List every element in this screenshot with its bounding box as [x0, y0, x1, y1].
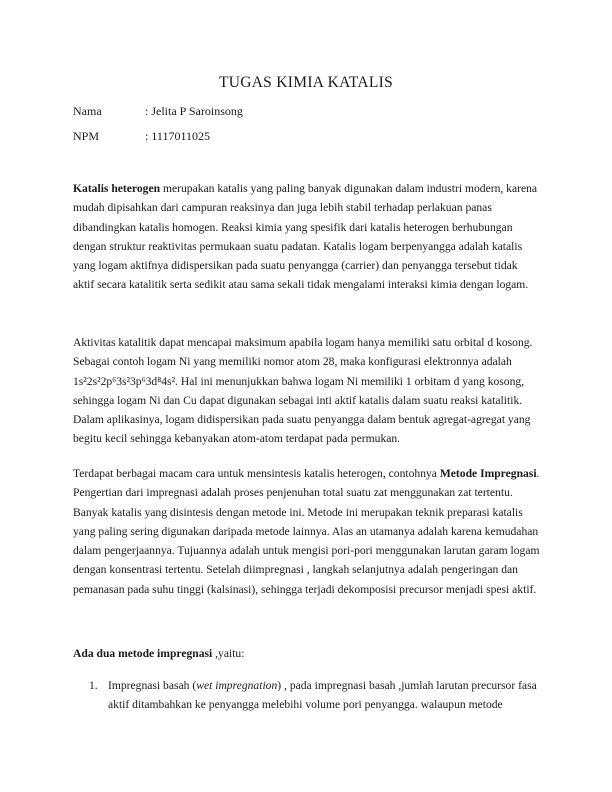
- paragraph-2-text-b: . Hal ini menunjukkan bahwa logam Ni memiliki 1 orbitam d yang kosong, sehingga logam Ni dan Cu dapat digunakan sebagai inti aktif katalis dalam suatu reaksi katalitik. Dalam aplikasinya, logam didispersikan pada suatu penyangga dalam bentuk agregat-agregat yang begitu kecil sehingga kebanyakan atom-atom terdapat pada permukan.: [73, 374, 531, 446]
- paragraph-1: [73, 179, 541, 295]
- paragraph-2-text-a: Aktivitas katalitik dapat mencapai maksimum apabila logam hanya memiliki satu orbital d kosong. Sebagai contoh logam Ni yang memiliki nomor atom 28, maka konfigurasi elektronnya adalah: [73, 336, 533, 369]
- paragraph-4-bold: Ada dua metode impregnasi: [73, 647, 213, 660]
- list-item-number: 1.: [89, 679, 98, 692]
- npm-value: : 1117011025: [145, 129, 210, 143]
- paragraph-4-text: ,yaitu:: [212, 647, 245, 660]
- paragraph-3-text-b: . Pengertian dari impregnasi adalah proses penjenuhan total suatu zat menggunakan zat tertentu. Banyak katalis yang disintesis dengan metode ini. Metode ini merupakan teknik preparasi katalis yang paling sering digunakan daripada metode lainnya. Alas an utamanya adalah karena kemudahan dalam pengerjaannya. Tujuannya adalah untuk mengisi pori-pori menggunakan larutan garam logam dengan konsentrasi tertentu. Setelah diimpregnasi , langkah selanjutnya adalah pengeringan dan pemanasan pada suhu tinggi (kalsinasi), sehingga terjadi dekomposisi precursor menjadi spesi aktif.: [73, 467, 540, 596]
- electron-configuration: 1s²2s²2p⁶3s²3p⁶3d⁸4s²: [73, 374, 176, 388]
- npm-row: [73, 129, 210, 144]
- list-item: [73, 676, 541, 715]
- npm-label: NPM: [73, 129, 100, 143]
- paragraph-1-text: merupakan katalis yang paling banyak digunakan dalam industri modern, karena mudah dipisahkan dari campuran reaksinya dan juga lebih stabil terhadap perlakuan panas dibandingkan katalis homogen. Reaksi kimia yang spesifik dari katalis heterogen berhubungan dengan struktur reaktivitas permukaan suatu padatan. Katalis logam berpenyangga adalah katalis yang logam aktifnya didispersikan pada suatu penyangga (carrier) dan penyangga tersebut tidak aktif secara katalitik serta sedikit atau sama sekali tidak mengalami interaksi kimia dengan logam.: [73, 182, 538, 292]
- list-item-text-a: Impregnasi basah (: [108, 679, 197, 692]
- paragraph-2: [73, 333, 541, 449]
- paragraph-3: [73, 464, 541, 599]
- paragraph-4: [73, 644, 541, 663]
- list-item-italic: wet impregnation: [196, 679, 278, 692]
- name-label: Nama: [73, 104, 102, 118]
- paragraph-1-lead: Katalis heterogen: [73, 182, 161, 195]
- document-title: TUGAS KIMIA KATALIS: [218, 74, 394, 91]
- name-row: [73, 104, 243, 119]
- name-value: : Jelita P Saroinsong: [145, 104, 243, 118]
- list-item-text-b: ) , pada impregnasi basah ,jumlah larutan precursor fasa aktif ditambahkan ke penyangga melebihi volume pori penyangga. walaupun metode: [108, 679, 537, 712]
- paragraph-3-text-a: Terdapat berbagai macam cara untuk mensintesis katalis heterogen, contohnya: [73, 467, 440, 480]
- paragraph-3-bold: Metode Impregnasi: [439, 467, 537, 480]
